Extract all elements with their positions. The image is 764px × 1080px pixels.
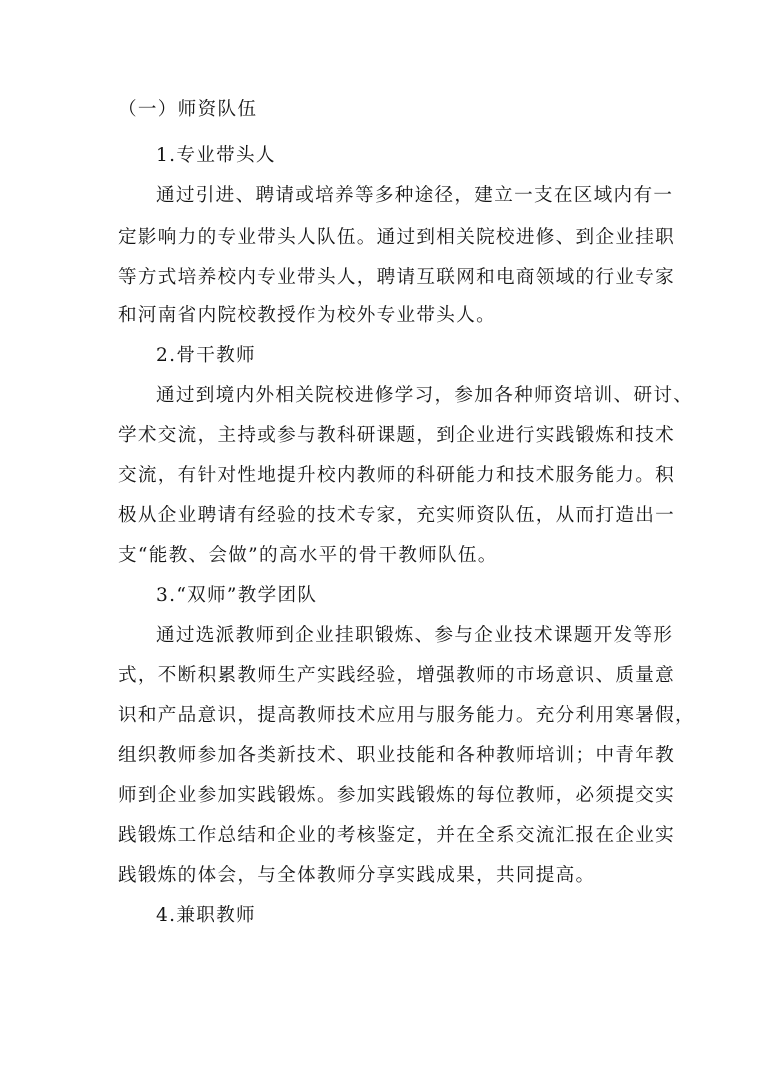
subsection-title-1: 1.专业带头人 xyxy=(156,145,276,166)
paragraph-line: 定影响力的专业带头人队伍。通过到相关院校进修、到企业挂职 xyxy=(118,227,676,248)
paragraph-line: 组织教师参加各类新技术、职业技能和各种教师培训；中青年教 xyxy=(118,745,676,766)
paragraph-line: 等方式培养校内专业带头人，聘请互联网和电商领域的行业专家 xyxy=(118,267,676,288)
paragraph-line: 师到企业参加实践锻炼。参加实践锻炼的每位教师，必须提交实 xyxy=(118,785,676,806)
paragraph-line: 通过选派教师到企业挂职锻炼、参与企业技术课题开发等形 xyxy=(156,625,674,646)
section-heading: （一）师资队伍 xyxy=(118,99,258,120)
paragraph-line: 通过引进、聘请或培养等多种途径，建立一支在区域内有一 xyxy=(156,185,674,206)
paragraph-line: 识和产品意识，提高教师技术应用与服务能力。充分利用寒暑假， xyxy=(118,705,695,726)
subsection-title-3: 3.“双师”教学团队 xyxy=(156,585,318,606)
paragraph-line: 践锻炼工作总结和企业的考核鉴定，并在全系交流汇报在企业实 xyxy=(118,825,676,846)
paragraph-line: 通过到境内外相关院校进修学习，参加各种师资培训、研讨、 xyxy=(156,385,694,406)
paragraph-line: 和河南省内院校教授作为校外专业带头人。 xyxy=(118,305,496,326)
paragraph-line: 践锻炼的体会，与全体教师分享实践成果，共同提高。 xyxy=(118,865,596,886)
paragraph-line: 极从企业聘请有经验的技术专家，充实师资队伍，从而打造出一 xyxy=(118,505,676,526)
paragraph-line: 支“能教、会做”的高水平的骨干教师队伍。 xyxy=(118,545,498,566)
paragraph-line: 学术交流，主持或参与教科研课题，到企业进行实践锻炼和技术 xyxy=(118,425,676,446)
subsection-title-2: 2.骨干教师 xyxy=(156,345,256,366)
paragraph-line: 交流，有针对性地提升校内教师的科研能力和技术服务能力。积 xyxy=(118,465,676,486)
subsection-title-4: 4.兼职教师 xyxy=(156,905,256,926)
paragraph-line: 式，不断积累教师生产实践经验，增强教师的市场意识、质量意 xyxy=(118,665,676,686)
